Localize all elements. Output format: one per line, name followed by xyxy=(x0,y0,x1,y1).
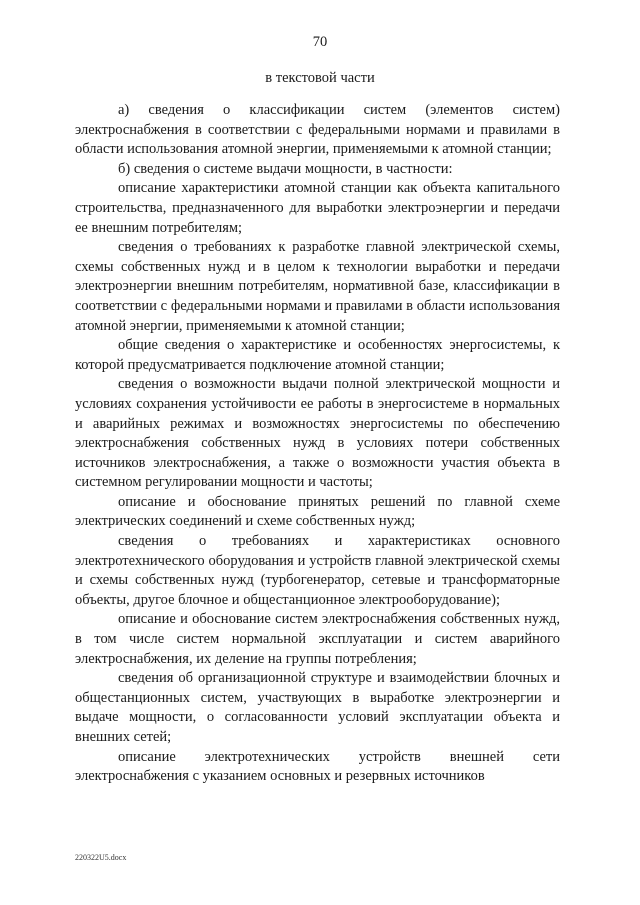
paragraph-full-power-output: сведения о возможности выдачи полной электрической мощности и условиях сохранения устойчивости ее работы в энергосистеме в нормальных и аварийных режимах и возможностях энергосистемы по обеспечению электроснабжения собственных нужд в условиях потери собственных источников электроснабжения, а также о возможности участия объекта в системном регулировании мощности и частоты; xyxy=(75,376,560,491)
paragraph-classification: а) сведения о классификации систем (элементов систем) электроснабжения в соответствии с федеральными нормами и правилами в области использования атомной энергии, применяемыми к атомной станции; xyxy=(75,102,560,158)
paragraph-main-scheme-requirements: сведения о требованиях к разработке главной электрической схемы, схемы собственных нужд и в целом к технологии выработки и передачи электроэнергии внешним потребителям, нормативной базе, классификации в соответствии с федеральными нормами и правилами в области использования атомной энергии, применяемыми к атомной станции; xyxy=(75,239,560,334)
paragraph-power-system-general: общие сведения о характеристике и особенностях энергосистемы, к которой предусматривается подключение атомной станции; xyxy=(75,337,560,373)
paragraph-equipment-requirements: сведения о требованиях и характеристиках основного электротехнического оборудования и устройств главной электрической схемы и схемы собственных нужд (турбогенератор, сетевые и трансформаторные объекты, другое блочное и общестанционное электрооборудование); xyxy=(75,533,560,608)
paragraph-station-characteristics: описание характеристики атомной станции как объекта капитального строительства, предназначенного для выработки электроэнергии и передачи ее внешним потребителям; xyxy=(75,180,560,236)
paragraph-main-scheme-decisions: описание и обоснование принятых решений по главной схеме электрических соединений и схеме собственных нужд; xyxy=(75,493,560,530)
footer-filename: 220322U5.docx xyxy=(75,853,127,862)
page-number: 70 xyxy=(312,34,328,50)
section-heading: в текстовой части xyxy=(265,70,375,86)
document-body xyxy=(75,101,560,787)
paragraph-external-network-devices: описание электротехнических устройств внешней сети электроснабжения с указанием основных и резервных источников xyxy=(75,748,560,785)
paragraph-power-output-system: б) сведения о системе выдачи мощности, в частности: xyxy=(118,160,453,177)
paragraph-auxiliary-power-systems: описание и обоснование систем электроснабжения собственных нужд, в том числе систем нормальной эксплуатации и систем аварийного электроснабжения, их деление на группы потребления; xyxy=(75,611,560,667)
paragraph-organizational-structure: сведения об организационной структуре и взаимодействии блочных и общестанционных систем, участвующих в выработке электроэнергии и выдаче мощности, о согласованности условий эксплуатации объекта и внешних сетей; xyxy=(75,670,560,745)
